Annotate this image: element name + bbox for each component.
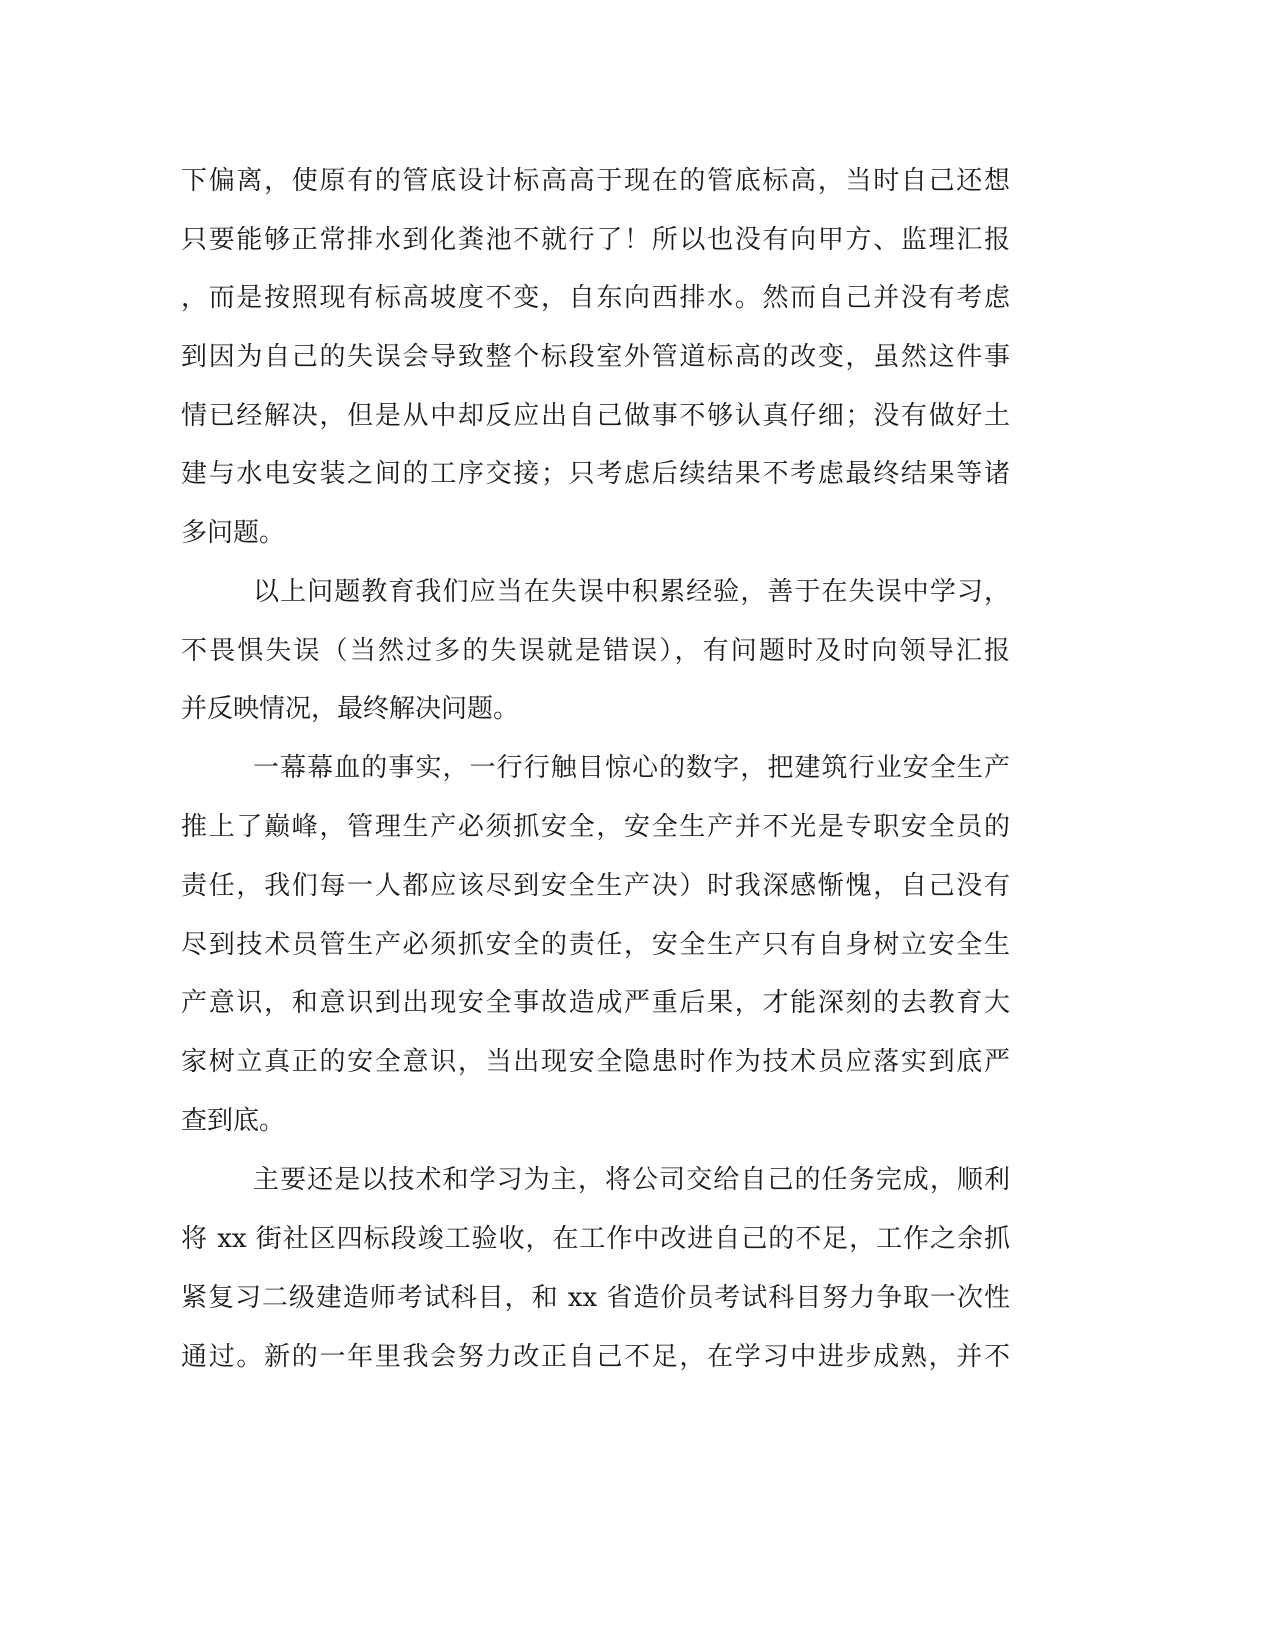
text-line: 多问题。 [181,518,286,548]
text-line: 产意识，和意识到出现安全事故造成严重后果，才能深刻的去教育大 [181,988,1010,1018]
text-line: 下偏离，使原有的管底设计标高高于现在的管底标高，当时自己还想 [181,166,1010,196]
text-line: 查到底。 [181,1106,286,1136]
text-line: 情已经解决，但是从中却反应出自己做事不够认真仔细；没有做好土 [181,401,1010,431]
text-line: 责任，我们每一人都应该尽到安全生产决）时我深感惭愧，自己没有 [181,871,1010,901]
text-line: 不畏惧失误（当然过多的失误就是错误），有问题时及时向领导汇报 [181,636,1010,666]
text-line: 到因为自己的失误会导致整个标段室外管道标高的改变，虽然这件事 [181,342,1010,372]
paragraph-first-line: 主要还是以技术和学习为主，将公司交给自己的任务完成，顺利 [253,1165,1010,1195]
text-line: ，而是按照现有标高坡度不变，自东向西排水。然而自己并没有考虑 [181,283,1010,313]
text-line: 紧复习二级建造师考试科目，和 xx 省造价员考试科目努力争取一次性 [181,1283,1010,1313]
text-line: 家树立真正的安全意识，当出现安全隐患时作为技术员应落实到底严 [181,1047,1010,1077]
text-line: 通过。新的一年里我会努力改正自己不足，在学习中进步成熟，并不 [181,1342,1010,1372]
text-line: 建与水电安装之间的工序交接；只考虑后续结果不考虑最终结果等诸 [181,459,1010,489]
text-line: 尽到技术员管生产必须抓安全的责任，安全生产只有自身树立安全生 [181,930,1010,960]
text-line: 将 xx 街社区四标段竣工验收，在工作中改进自己的不足，工作之余抓 [181,1224,1010,1254]
paragraph-first-line: 以上问题教育我们应当在失误中积累经验，善于在失误中学习， [253,577,1010,607]
text-line: 只要能够正常排水到化粪池不就行了！所以也没有向甲方、监理汇报 [181,225,1010,255]
text-line: 并反映情况，最终解决问题。 [181,694,520,724]
paragraph-first-line: 一幕幕血的事实，一行行触目惊心的数字，把建筑行业安全生产 [253,753,1010,783]
text-line: 推上了巅峰，管理生产必须抓安全，安全生产并不光是专职安全员的 [181,812,1010,842]
